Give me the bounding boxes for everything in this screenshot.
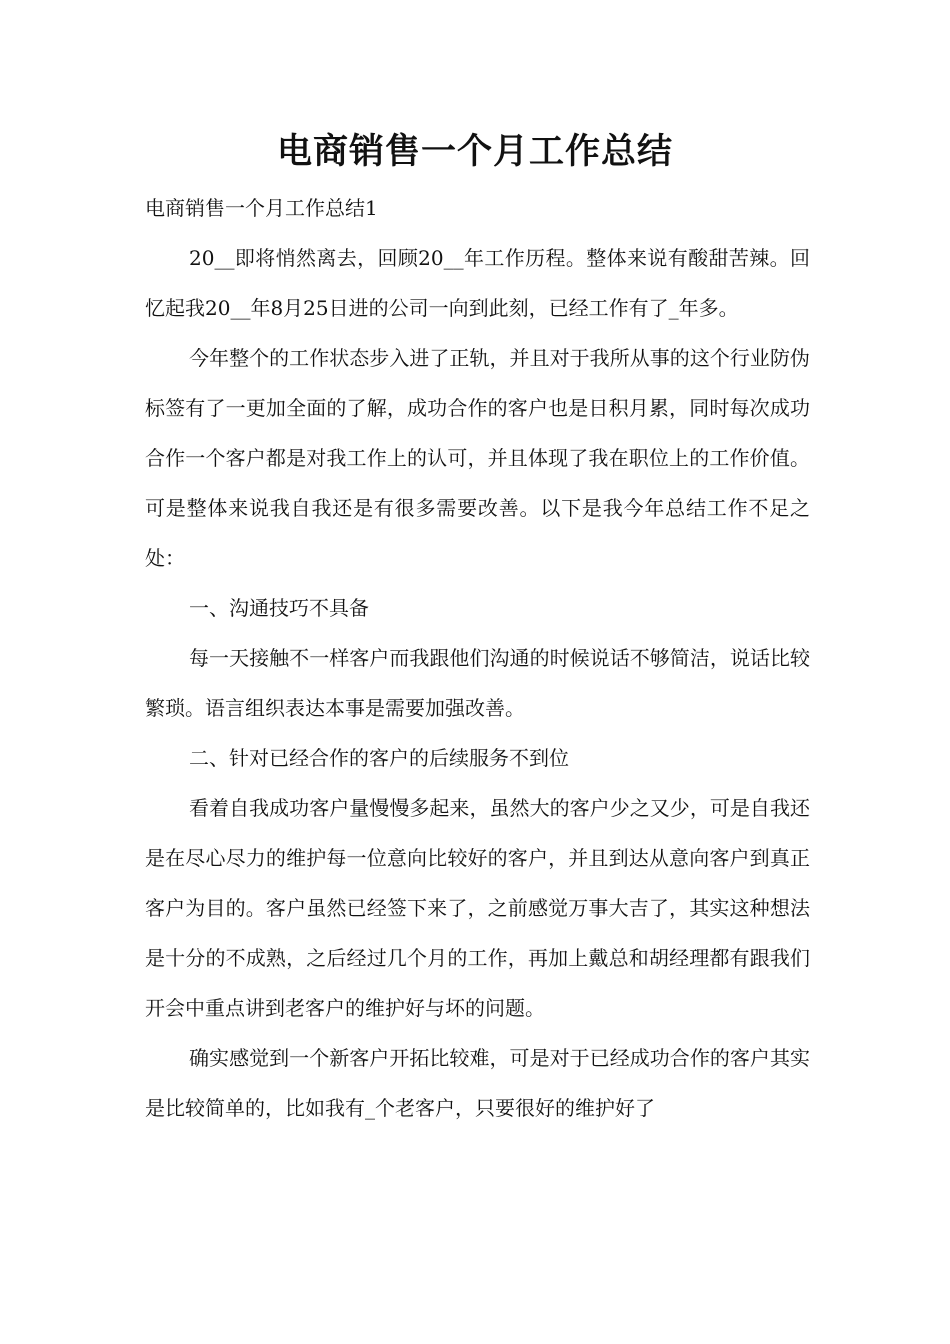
document-body <box>145 183 810 1133</box>
paragraph-communication: 每一天接触不一样客户而我跟他们沟通的时候说话不够简洁，说话比较繁琐。语言组织表达本事是需要加强改善。 <box>145 646 810 720</box>
section-heading-follow-up-service: 二、针对已经合作的客户的后续服务不到位 <box>189 746 569 770</box>
paragraph-intro: 20__即将悄然离去，回顾20__年工作历程。整体来说有酸甜苦辣。回忆起我20__年8月25日进的公司一向到此刻，已经工作有了_年多。 <box>145 246 810 320</box>
document-title: 电商销售一个月工作总结 <box>276 132 673 172</box>
paragraph-client-maintenance: 确实感觉到一个新客户开拓比较难，可是对于已经成功合作的客户其实是比较简单的，比如我有_个老客户，只要很好的维护好了 <box>145 1046 810 1120</box>
paragraph-follow-up-service: 看着自我成功客户量慢慢多起来，虽然大的客户少之又少，可是自我还是在尽心尽力的维护每一位意向比较好的客户，并且到达从意向客户到真正客户为目的。客户虽然已经签下来了，之前感觉万事大吉了，其实这种想法是十分的不成熟，之后经过几个月的工作，再加上戴总和胡经理都有跟我们开会中重点讲到老客户的维护好与坏的问题。 <box>145 796 810 1020</box>
section-heading-communication: 一、沟通技巧不具备 <box>189 596 369 620</box>
document-subtitle: 电商销售一个月工作总结1 <box>145 196 378 220</box>
paragraph-work-status: 今年整个的工作状态步入进了正轨，并且对于我所从事的这个行业防伪标签有了一更加全面的了解，成功合作的客户也是日积月累，同时每次成功合作一个客户都是对我工作上的认可，并且体现了我在职位上的工作价值。可是整体来说我自我还是有很多需要改善。以下是我今年总结工作不足之处： <box>145 346 810 570</box>
